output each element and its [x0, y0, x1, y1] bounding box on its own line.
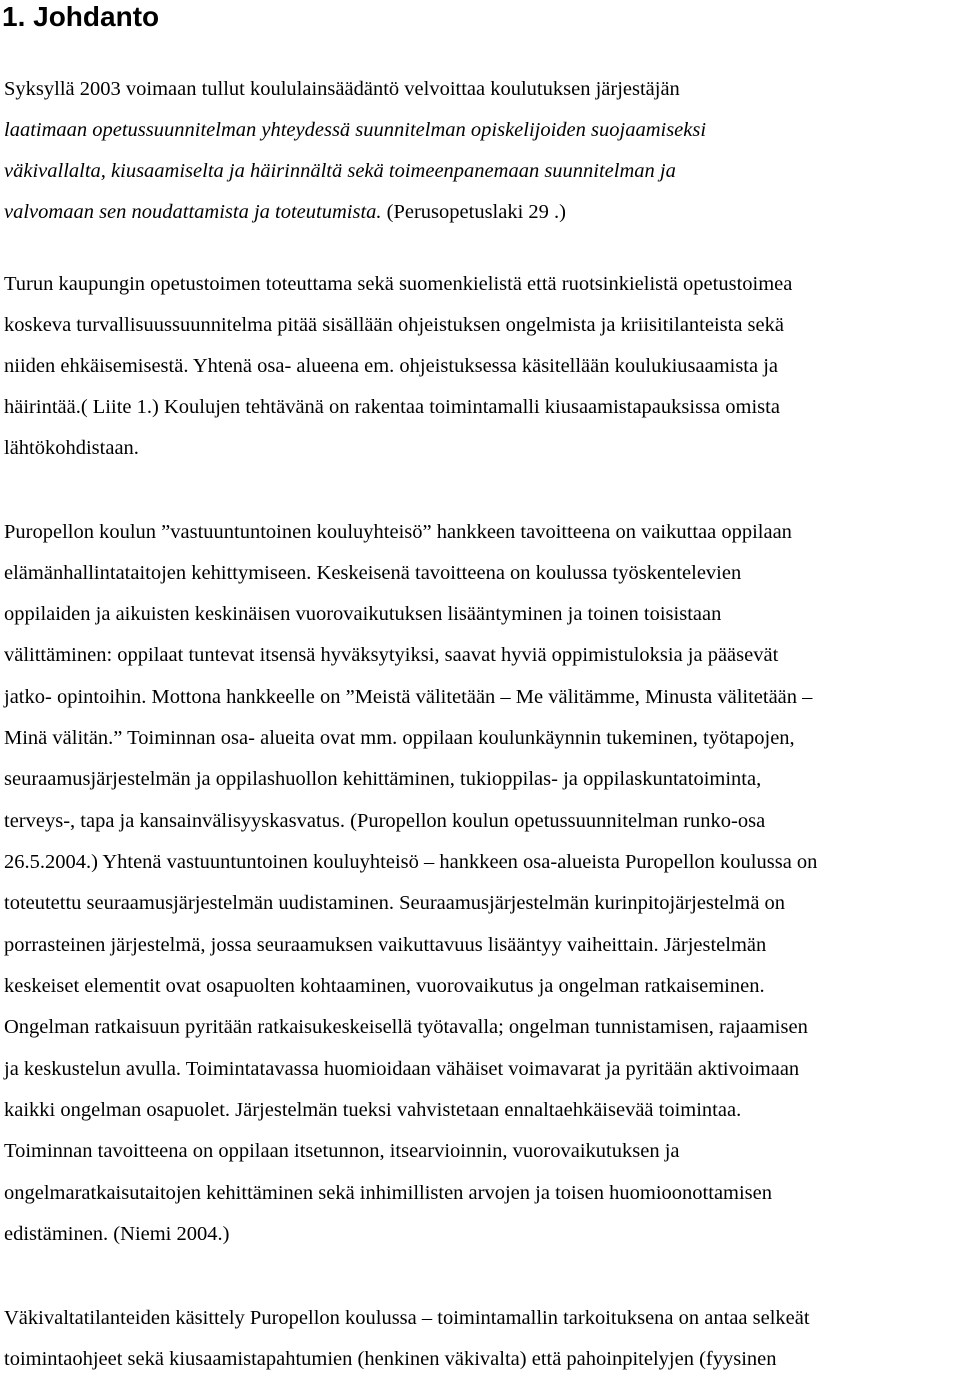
paragraph-3-line-10: toteutettu seuraamusjärjestelmän uudistaminen. Seuraamusjärjestelmän kurinpitojärjestelmä on [4, 892, 786, 914]
paragraph-3-line-6: Minä välitän.” Toiminnan osa- alueita ovat mm. oppilaan koulunkäynnin tukeminen, työtapojen, [4, 727, 795, 749]
paragraph-3-line-8: terveys-, tapa ja kansainvälisyyskasvatus. (Puropellon koulun opetussuunnitelman runko-osa [4, 810, 766, 832]
paragraph-3-line-7: seuraamusjärjestelmän ja oppilashuollon kehittäminen, tukioppilas- ja oppilaskuntatoiminta, [4, 768, 762, 790]
paragraph-3-line-3: oppilaiden ja aikuisten keskinäisen vuorovaikutuksen lisääntyminen ja toinen toisistaan [4, 603, 722, 625]
paragraph-3-line-13: Ongelman ratkaisuun pyritään ratkaisukeskeisellä työtavalla; ongelman tunnistamisen, rajaamisen [4, 1016, 808, 1038]
paragraph-3-line-16: Toiminnan tavoitteena on oppilaan itsetunnon, itsearvioinnin, vuorovaikutuksen ja [4, 1140, 680, 1162]
paragraph-4-line-2: toimintaohjeet sekä kiusaamistapahtumien (henkinen väkivalta) että pahoinpitelyjen (fyysinen [4, 1348, 777, 1370]
citation-span: (Perusopetuslaki 29 .) [381, 201, 567, 223]
paragraph-3-line-11: porrasteinen järjestelmä, jossa seuraamuksen vaikuttavuus lisääntyy vaiheittain. Järjestelmän [4, 934, 767, 956]
paragraph-2-line-2: koskeva turvallisuussuunnitelma pitää sisällään ohjeistuksen ongelmista ja kriisitilanteista sekä [4, 314, 784, 336]
paragraph-3-line-12: keskeiset elementit ovat osapuolten kohtaaminen, vuorovaikutus ja ongelman ratkaiseminen. [4, 975, 765, 997]
paragraph-2-line-5: lähtökohdistaan. [4, 437, 139, 459]
italic-text-span: valvomaan sen noudattamista ja toteutumista. [4, 201, 382, 223]
paragraph-3-line-15: kaikki ongelman osapuolet. Järjestelmän tueksi vahvistetaan ennaltaehkäisevää toimintaa. [4, 1099, 742, 1121]
paragraph-1-line-4 [4, 199, 566, 225]
paragraph-2-line-3: niiden ehkäisemisestä. Yhtenä osa- alueena em. ohjeistuksessa käsitellään koulukiusaamista ja [4, 355, 779, 377]
paragraph-3-line-9: 26.5.2004.) Yhtenä vastuuntuntoinen kouluyhteisö – hankkeen osa-alueista Puropellon koulussa on [4, 851, 818, 873]
paragraph-3-line-18: edistäminen. (Niemi 2004.) [4, 1223, 230, 1245]
paragraph-2-line-1: Turun kaupungin opetustoimen toteuttama sekä suomenkielistä että ruotsinkielistä opetustoimea [4, 273, 793, 295]
paragraph-3-line-14: ja keskustelun avulla. Toimintatavassa huomioidaan vähäiset voimavarat ja pyritään aktivoimaan [4, 1058, 800, 1080]
paragraph-3-line-1: Puropellon koulun ”vastuuntuntoinen kouluyhteisö” hankkeen tavoitteena on vaikuttaa oppilaan [4, 521, 792, 543]
paragraph-3-line-4: välittäminen: oppilaat tuntevat itsensä hyväksytyiksi, saavat hyviä oppimistuloksia ja pääsevät [4, 644, 779, 666]
paragraph-3-line-17: ongelmaratkaisutaitojen kehittäminen sekä inhimillisten arvojen ja toisen huomioonottamisen [4, 1182, 773, 1204]
paragraph-2-line-4: häirintää.( Liite 1.) Koulujen tehtävänä on rakentaa toimintamalli kiusaamistapauksissa omista [4, 396, 780, 418]
paragraph-1-line-2 [4, 117, 706, 143]
section-heading: 1. Johdanto [2, 1, 160, 32]
italic-text-span: laatimaan opetussuunnitelman yhteydessä suunnitelman opiskelijoiden suojaamiseksi [4, 119, 707, 141]
text-span: Syksyllä 2003 voimaan tullut koululainsäädäntö velvoittaa koulutuksen järjestäjän [4, 78, 680, 100]
paragraph-1-line-1 [4, 76, 680, 102]
paragraph-3-line-2: elämänhallintataitojen kehittymiseen. Keskeisenä tavoitteena on koulussa työskentelevien [4, 562, 742, 584]
paragraph-4-line-1: Väkivaltatilanteiden käsittely Puropellon koulussa – toimintamallin tarkoituksena on antaa selkeät [4, 1307, 810, 1329]
paragraph-1-line-3 [4, 158, 676, 184]
italic-text-span: väkivallalta, kiusaamiselta ja häirinnältä sekä toimeenpanemaan suunnitelman ja [4, 160, 676, 182]
paragraph-3-line-5: jatko- opintoihin. Mottona hankkeelle on ”Meistä välitetään – Me välitämme, Minusta välitetään – [4, 686, 813, 708]
